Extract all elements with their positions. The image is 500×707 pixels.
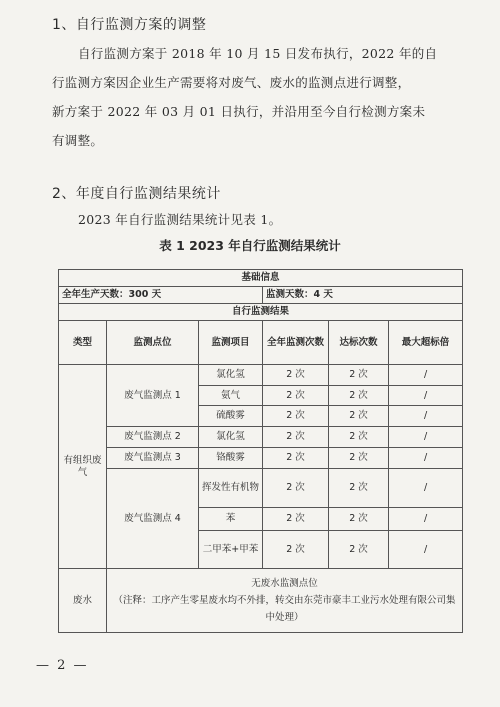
results-header: 自行监测结果	[59, 304, 463, 321]
max-cell: /	[389, 365, 463, 386]
max-cell: /	[389, 386, 463, 406]
item-cell: 铬酸雾	[199, 448, 263, 469]
annual-cell: 2 次	[263, 406, 329, 427]
annual-cell: 2 次	[263, 427, 329, 448]
item-cell: 氯化氢	[199, 365, 263, 386]
compliant-cell: 2 次	[329, 508, 389, 531]
section1-line-2: 行监测方案因企业生产需要将对废气、废水的监测点进行调整，	[52, 75, 411, 90]
compliant-cell: 2 次	[329, 469, 389, 508]
water-note-line-1: 无废水监测点位	[251, 578, 318, 589]
results-table	[58, 269, 463, 633]
compliant-cell: 2 次	[329, 427, 389, 448]
point-cell-4: 废气监测点 4	[107, 469, 199, 569]
item-cell: 二甲苯+甲苯	[199, 531, 263, 569]
section2-intro: 2023 年自行监测结果统计见表 1。	[78, 212, 282, 227]
col-header-type: 类型	[59, 321, 107, 365]
item-cell: 氨气	[199, 386, 263, 406]
point-cell-1: 废气监测点 1	[107, 365, 199, 427]
table-row	[59, 427, 463, 448]
water-note-cell	[107, 569, 463, 633]
compliant-cell: 2 次	[329, 365, 389, 386]
section1-heading: 1、自行监测方案的调整	[52, 17, 207, 33]
item-cell: 挥发性有机物	[199, 469, 263, 508]
monitoring-days: 监测天数：4 天	[263, 287, 463, 304]
max-cell: /	[389, 531, 463, 569]
max-cell: /	[389, 469, 463, 508]
table-title: 表 1 2023 年自行监测结果统计	[159, 238, 341, 253]
type-cell-water: 废水	[59, 569, 107, 633]
section1-line-1: 自行监测方案于 2018 年 10 月 15 日发布执行，2022 年的自	[78, 46, 438, 61]
water-note-line-2: （注释：工序产生零星废水均不外排，转交由东莞市豪丰工业污水处理有限公司集中处理）	[113, 595, 456, 623]
page-number: — 2 —	[36, 658, 89, 673]
compliant-cell: 2 次	[329, 386, 389, 406]
max-cell: /	[389, 406, 463, 427]
annual-production-days: 全年生产天数：300 天	[59, 287, 263, 304]
annual-cell: 2 次	[263, 365, 329, 386]
compliant-cell: 2 次	[329, 406, 389, 427]
annual-cell: 2 次	[263, 531, 329, 569]
section1-line-3: 新方案于 2022 年 03 月 01 日执行，并沿用至今自行检测方案未	[52, 104, 426, 119]
annual-cell: 2 次	[263, 448, 329, 469]
annual-cell: 2 次	[263, 469, 329, 508]
col-header-point: 监测点位	[107, 321, 199, 365]
max-cell: /	[389, 508, 463, 531]
section1-line-4: 有调整。	[52, 133, 104, 148]
point-cell-3: 废气监测点 3	[107, 448, 199, 469]
item-cell: 苯	[199, 508, 263, 531]
type-cell-gas: 有组织废气	[59, 365, 107, 569]
col-header-compliant-count: 达标次数	[329, 321, 389, 365]
table-row	[59, 469, 463, 508]
item-cell: 硫酸雾	[199, 406, 263, 427]
point-cell-2: 废气监测点 2	[107, 427, 199, 448]
item-cell: 氯化氢	[199, 427, 263, 448]
basic-info-header: 基础信息	[59, 270, 463, 287]
annual-cell: 2 次	[263, 386, 329, 406]
annual-cell: 2 次	[263, 508, 329, 531]
table-row	[59, 448, 463, 469]
section2-heading: 2、年度自行监测结果统计	[52, 186, 221, 202]
table-row	[59, 569, 463, 633]
max-cell: /	[389, 448, 463, 469]
compliant-cell: 2 次	[329, 531, 389, 569]
col-header-annual-count: 全年监测次数	[263, 321, 329, 365]
col-header-item: 监测项目	[199, 321, 263, 365]
max-cell: /	[389, 427, 463, 448]
col-header-max-exceed: 最大超标倍	[389, 321, 463, 365]
compliant-cell: 2 次	[329, 448, 389, 469]
table-row	[59, 365, 463, 386]
